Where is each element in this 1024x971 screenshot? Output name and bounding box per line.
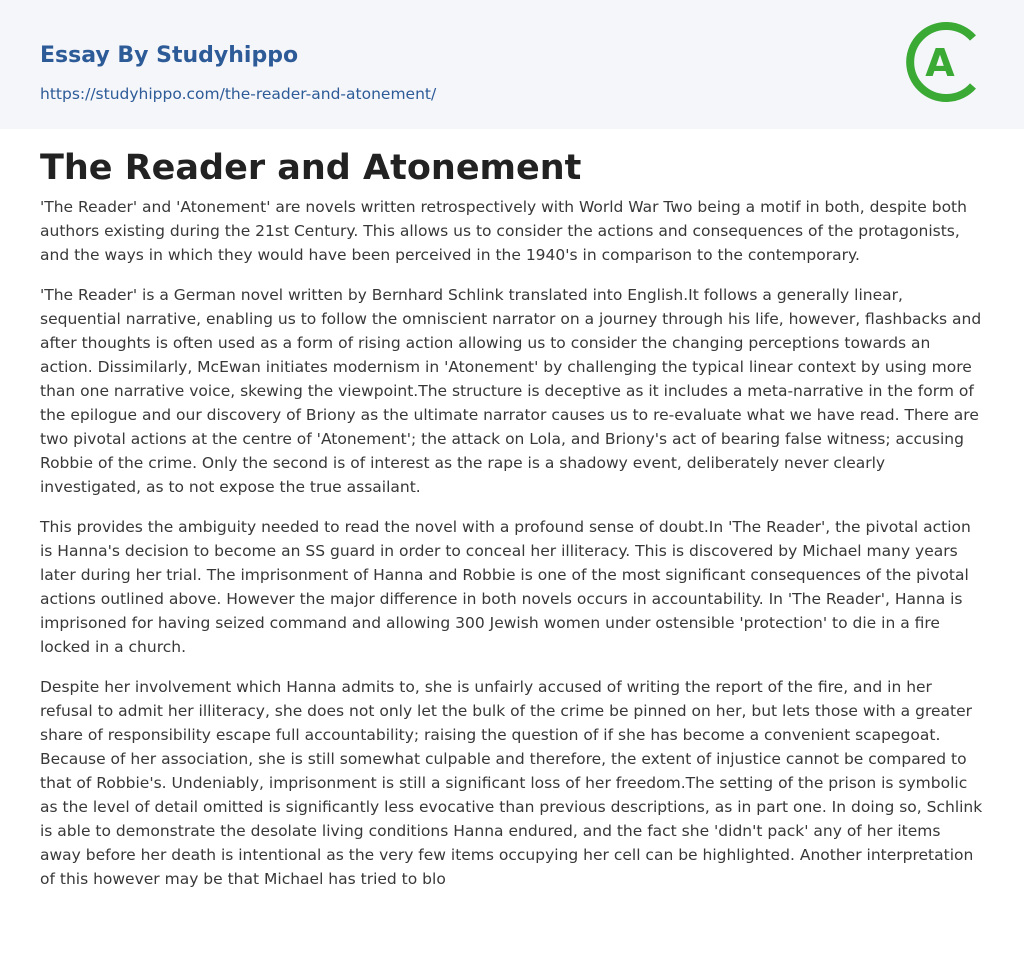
- essay-paragraph-4: Despite her involvement which Hanna admits to, she is unfairly accused of writing the report of the fire, and in her refusal to admit her illiteracy, she does not only let the bulk of the crime be pinned on her, but lets those with a greater share of responsibility escape full accountability; raising the question of if she has become a convenient scapegoat. Because of her association, she is still somewhat culpable and therefore, the extent of injustice cannot be compared to that of Robbie's. Undeniably, imprisonment is still a significant loss of her freedom.The setting of the prison is symbolic as the level of detail omitted is significantly less evocative than previous descriptions, as in part one. In doing so, Schlink is able to demonstrate the desolate living conditions Hanna endured, and the fact she 'didn't pack' any of her items away before her death is intentional as the very few items occupying her cell can be highlighted. Another interpretation of this however may be that Michael has tried to blo: [40, 678, 983, 888]
- essay-paragraph-3: This provides the ambiguity needed to read the novel with a profound sense of doubt.In 'The Reader', the pivotal action is Hanna's decision to become an SS guard in order to conceal her illiteracy. This is discovered by Michael many years later during her trial. The imprisonment of Hanna and Robbie is one of the most significant consequences of the pivotal actions outlined above. However the major difference in both novels occurs in accountability. In 'The Reader', Hanna is imprisoned for having seized command and allowing 300 Jewish women under ostensible 'protection' to die in a fire locked in a church.: [40, 518, 971, 656]
- site-brand[interactable]: Essay By Studyhippo: [40, 43, 299, 68]
- essay-url-link[interactable]: https://studyhippo.com/the-reader-and-atonement/: [40, 85, 437, 103]
- logo-letter: A: [925, 41, 955, 85]
- essay-paragraph-2: 'The Reader' is a German novel written by Bernhard Schlink translated into English.It follows a generally linear, sequential narrative, enabling us to follow the omniscient narrator on a journey through his life, however, flashbacks and after thoughts is often used as a form of rising action allowing us to consider the changing perceptions towards an action. Dissimilarly, McEwan initiates modernism in 'Atonement' by challenging the typical linear context by using more than one narrative voice, skewing the viewpoint.The structure is deceptive as it includes a meta-narrative in the form of the epilogue and our discovery of Briony as the ultimate narrator causes us to re-evaluate what we have read. There are two pivotal actions at the centre of 'Atonement'; the attack on Lola, and Briony's act of bearing false witness; accusing Robbie of the crime. Only the second is of interest as the rape is a shadowy event, deliberately never clearly investigated, as to not expose the true assailant.: [40, 286, 982, 496]
- essay-paragraph-1: 'The Reader' and 'Atonement' are novels written retrospectively with World War Two being a motif in both, despite both authors existing during the 21st Century. This allows us to consider the actions and consequences of the protagonists, and the ways in which they would have been perceived in the 1940's in comparison to the contemporary.: [40, 198, 967, 264]
- essay-title: The Reader and Atonement: [40, 148, 582, 188]
- studyhippo-logo-icon[interactable]: [903, 18, 987, 106]
- essay-content: [40, 142, 986, 907]
- site-header: [0, 0, 1024, 129]
